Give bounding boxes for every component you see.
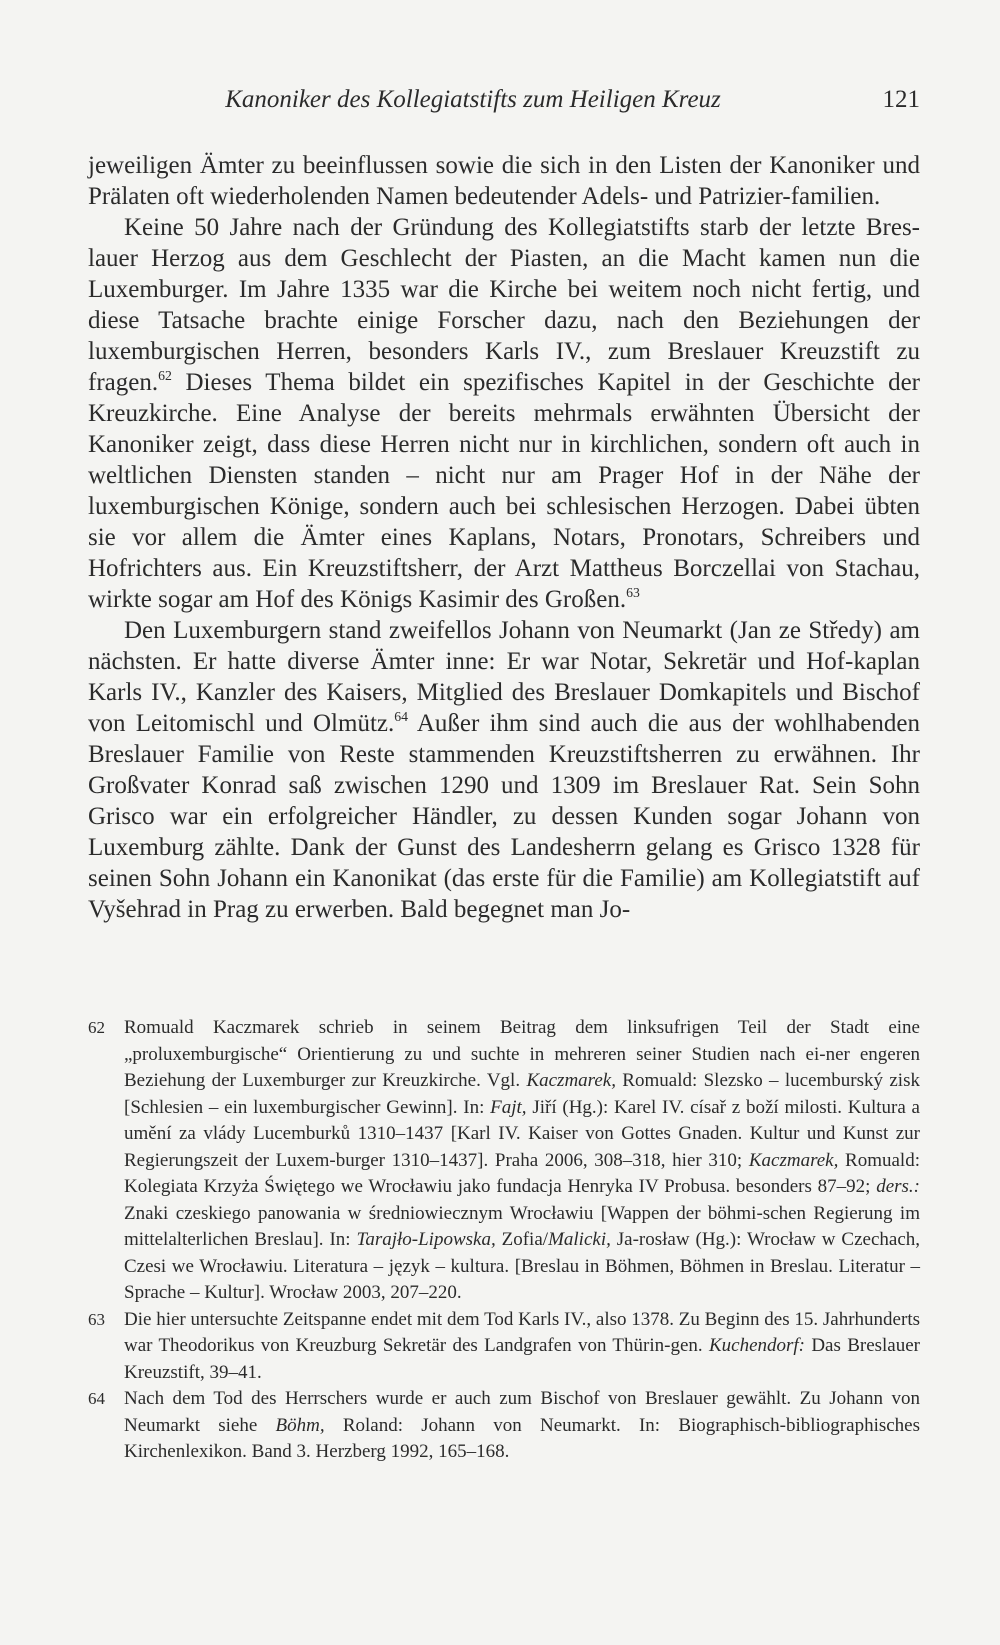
running-header	[88, 86, 920, 120]
paragraph-2	[88, 212, 920, 615]
running-title: Kanoniker des Kollegiatstifts zum Heiligen Kreuz	[225, 86, 721, 113]
paragraph-1: jeweiligen Ämter zu beeinflussen sowie die sich in den Listen der Kanoniker und Prälaten oft wiederholenden Namen bedeutender Adels- und Patrizier-familien.	[88, 152, 920, 210]
footnotes	[88, 1015, 920, 1466]
paragraph-2-part-2: Dieses Thema bildet ein spezifisches Kapitel in der Geschichte der Kreuzkirche. Eine Analyse der bereits mehrmals erwähnten Übersicht der Kanoniker zeigt, dass diese Herren nicht nur in kirchlichen, sondern oft auch in weltlichen Diensten standen – nicht nur am Prager Hof in der Nähe der luxemburgischen Könige, sondern auch bei schlesischen Herzogen. Dabei übten sie vor allem die Ämter eines Kaplans, Notars, Pronotars, Schreibers und Hofrichters aus. Ein Kreuzstiftsherr, der Arzt Mattheus Borczellai von Stachau, wirkte sogar am Hof des Königs Kasimir des Großen.	[88, 369, 920, 613]
paragraph-2-part-1: Keine 50 Jahre nach der Gründung des Kollegiatstifts starb der letzte Bres-lauer Herzog aus dem Geschlecht der Piasten, an die Macht kamen nun die Luxemburger. Im Jahre 1335 war die Kirche bei weitem noch nicht fertig, und diese Tatsache brachte einige Forscher dazu, nach den Beziehungen der luxemburgischen Herren, besonders Karls IV., zum Breslauer Kreuzstift zu fragen.	[88, 214, 920, 396]
page-number: 121	[882, 86, 920, 113]
paragraph-3	[88, 615, 920, 925]
footnote-ref-63[interactable]: 63	[626, 584, 640, 600]
footnote-text: Nach dem Tod des Herrschers wurde er auch zum Bischof von Breslauer gewählt. Zu Johann von Neumarkt siehe Böhm, Roland: Johann von Neumarkt. In: Biographisch-bibliographisches Kirchenlexikon. Band 3. Herzberg 1992, 165–168.	[124, 1388, 921, 1462]
main-text	[88, 150, 920, 925]
footnote-number: 64	[88, 1389, 105, 1408]
footnote-number: 63	[88, 1309, 105, 1329]
footnote-64	[88, 1386, 920, 1466]
footnote-ref-64[interactable]: 64	[394, 708, 408, 724]
paragraph-3-part-2: Außer ihm sind auch die aus der wohlhabenden Breslauer Familie von Reste stammenden Kreuzstiftsherren zu erwähnen. Ihr Großvater Konrad saß zwischen 1290 und 1309 im Breslauer Rat. Sein Sohn Grisco war ein erfolgreicher Händler, zu dessen Kunden sogar Johann von Luxemburg zählte. Dank der Gunst des Landesherrn gelang es Grisco 1328 für seinen Sohn Johann ein Kanonikat (das erste für die Familie) am Kollegiatstift auf Vyšehrad in Prag zu erwerben. Bald begegnet man Jo-	[88, 710, 920, 923]
footnote-63	[88, 1307, 920, 1387]
footnote-ref-62[interactable]: 62	[158, 367, 172, 383]
footnote-62	[88, 1015, 920, 1307]
footnote-text: Romuald Kaczmarek schrieb in seinem Beitrag dem linksufrigen Teil der Stadt eine „proluxemburgische“ Orientierung zu und suchte in mehreren seiner Studien nach ei-ner engeren Beziehung der Luxemburger zur Kreuzkirche. Vgl. Kaczmarek, Romuald: Slezsko – lucemburský zisk [Schlesien – ein luxemburgischer Gewinn]. In: Fajt, Jiří (Hg.): Karel IV. císař z boží milosti. Kultura a umění za vlády Lucemburků 1310–1437 [Karl IV. Kaiser von Gottes Gnaden. Kultur und Kunst zur Regierungszeit der Luxem-burger 1310–1437]. Praha 2006, 308–318, hier 310; Kaczmarek, Romuald: Kolegiata Krzyża Świętego we Wrocławiu jako fundacja Henryka IV Probusa. besonders 87–92; ders.: Znaki czeskiego panowania w średniowiecznym Wrocławiu [Wappen der böhmi-schen Regierung im mittelalterlichen Breslau]. In: Tarajło-Lipowska, Zofia/Malicki, Ja-rosław (Hg.): Wrocław w Czechach, Czesi we Wrocławiu. Literatura – język – kultura. [Breslau in Böhmen, Böhmen in Breslau. Literatur – Sprache – Kultur]. Wrocław 2003, 207–220.	[124, 1017, 920, 1303]
footnote-text: Die hier untersuchte Zeitspanne endet mit dem Tod Karls IV., also 1378. Zu Beginn des 15. Jahrhunderts war Theodorikus von Kreuzburg Sekretär des Landgrafen von Thürin-gen. Kuchendorf: Das Breslauer Kreuzstift, 39–41.	[124, 1308, 920, 1383]
footnote-number: 62	[88, 1018, 105, 1037]
paragraph-3-part-1: Den Luxemburgern stand zweifellos Johann von Neumarkt (Jan ze Středy) am nächsten. Er hatte diverse Ämter inne: Er war Notar, Sekretär und Hof-kaplan Karls IV., Kanzler des Kaisers, Mitglied des Breslauer Domkapitels und Bischof von Leitomischl und Olmütz.	[88, 617, 920, 737]
